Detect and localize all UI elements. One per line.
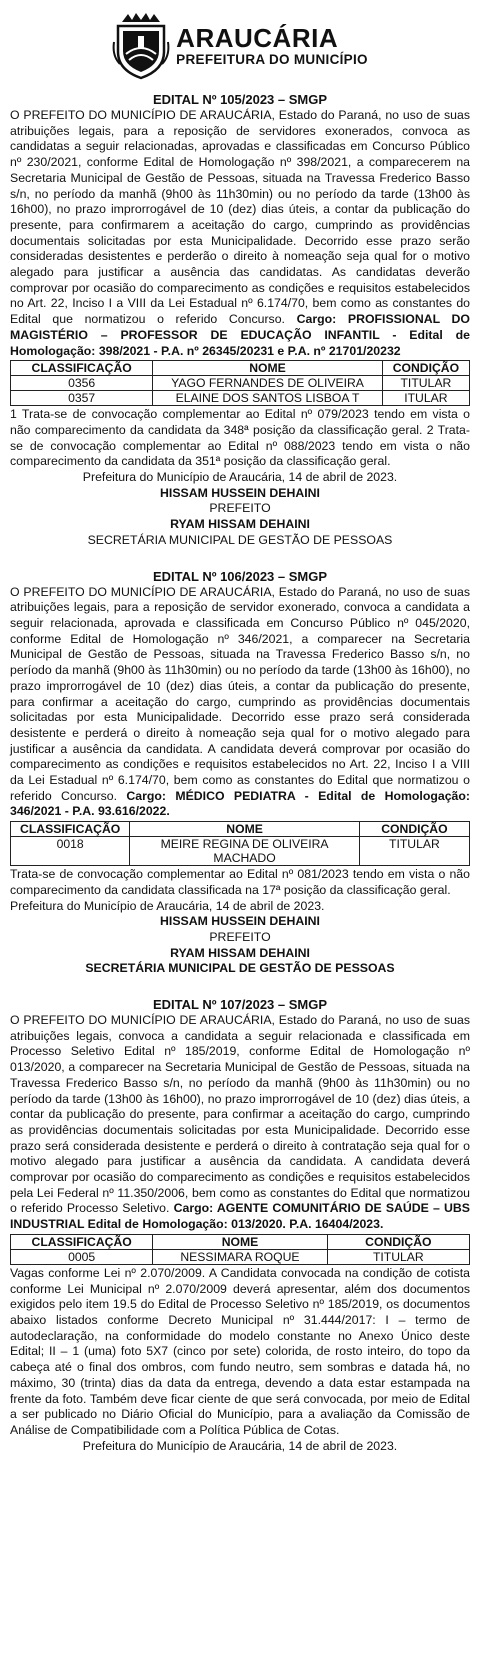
role-prefeito: PREFEITO xyxy=(209,501,271,516)
edital-title: EDITAL Nº 105/2023 – SMGP xyxy=(152,92,328,107)
edital-body xyxy=(10,1013,470,1233)
cell-nome: ELAINE DOS SANTOS LISBOA T xyxy=(153,391,383,406)
cell-classificacao: 0356 xyxy=(11,376,153,391)
cell-condicao: TITULAR xyxy=(382,376,469,391)
table-header-row xyxy=(11,1234,470,1249)
brand xyxy=(176,25,368,67)
cell-condicao: TITULAR xyxy=(359,837,469,866)
header xyxy=(10,6,470,86)
edital-body-text: O PREFEITO DO MUNICÍPIO DE ARAUCÁRIA, Estado do Paraná, no uso de suas atribuições legais, para a reposição de servidor exonerado, convoca a candidata a seguir relacionada, aprovada e classificada em Concurso Público nº 045/2020, conforme Edital de Homologação nº 346/2021, a comparecer na Secretaria Municipal de Gestão de Pessoas, situada na Travessa Frederico Basso s/n, no período da manhã (9h00 às 11h30min) ou no período da tarde (13h00 às 16h00), no prazo improrrogável de 10 (dez) dias úteis, a contar da publicação do presente, para confirmar a aceitação do cargo, cumprindo as providências documentais solicitadas por esta Municipalidade. Decorrido esse prazo será considerada desistente e perderá o direito à nomeação seja qual for o motivo alegado para justificar a ausência da candidata. A candidata deverá comprovar por ocasião do comparecimento as condições e requisitos estabelecidos no Art. 22, Inciso I a VIII da Lei Estadual nº 6.174/70, bem como as constantes do Edital que normatizou o referido Concurso. xyxy=(10,584,470,803)
edital-body-text: O PREFEITO DO MUNICÍPIO DE ARAUCÁRIA, Estado do Paraná, no uso de suas atribuições legais, convoca a candidata a seguir relacionada e classificada em Processo Seletivo Edital nº 185/2019, conforme Edital de Homologação nº 013/2020, a comparecer na Secretaria Municipal de Gestão de Pessoas, situada na Travessa Frederico Basso s/n, no período da manhã (9h00 às 11h30min) ou no período da tarde (13h00 às 16h00), no prazo improrrogável de 10 (dez) dias úteis, a contar da publicação do presente, para confirmar a aceitação do cargo, cumprindo as providências documentais solicitadas por esta Municipalidade. Decorrido esse prazo será considerada desistente e perderá o direito à contratação seja qual for o motivo alegado para justificar a ausência da candidata. A candidata deverá comprovar por ocasião do comparecimento as condições e requisitos estabelecidos pela Lei Federal nº 11.350/2006, bem como as constantes do Edital que normatizou o referido Processo Seletivo. xyxy=(10,1013,470,1216)
edital-note: 1 Trata-se de convocação complementar ao Edital nº 079/2023 tendo em vista o não comparecimento da candidata da 348ª posição da classificação geral. 2 Trata-se de convocação complementar ao Edital nº 088/2023 tendo em vista o não comparecimento da candidata da 351ª posição da classificação geral. xyxy=(10,407,470,469)
table-row xyxy=(11,391,470,406)
edital-body-text: O PREFEITO DO MUNICÍPIO DE ARAUCÁRIA, Estado do Paraná, no uso de suas atribuições legais, para a reposição de servidores exonerados, convoca as candidatas a seguir relacionadas, aprovadas e classificadas em Concurso Público nº 230/2021, conforme Edital de Homologação nº 398/2021, a comparecerem na Secretaria Municipal de Gestão de Pessoas, situada na Travessa Frederico Basso s/n, no período da manhã (9h00 às 11h30min) ou no período da tarde (13h00 às 16h00), no prazo improrrogável de 10 (dez) dias úteis, a contar da publicação do presente, para confirmarem a aceitação do cargo, cumprindo as providências documentais solicitadas por esta Municipalidade. Decorrido esse prazo serão consideradas desistentes e perderão o direito à nomeação seja qual for o motivo alegado para justificar a ausência das candidatas. As candidatas deverão comprovar por ocasião do comparecimento as condições e requisitos estabelecidos no Art. 22, Inciso I a VIII da Lei Estadual nº 6.174/70, bem como as constantes do Edital que normatizou o referido Concurso. xyxy=(10,108,470,327)
candidates-table xyxy=(10,1234,470,1265)
edital-body xyxy=(10,108,470,359)
candidates-table xyxy=(10,821,470,866)
column-header-condicao: CONDIÇÃO xyxy=(382,361,469,376)
edital-title: EDITAL Nº 107/2023 – SMGP xyxy=(152,997,328,1013)
role-secretaria: SECRETÁRIA MUNICIPAL DE GESTÃO DE PESSOAS xyxy=(87,532,393,547)
cell-condicao: ITULAR xyxy=(382,391,469,406)
edital-date: Prefeitura do Município de Araucária, 14 de abril de 2023. xyxy=(82,470,398,485)
column-header-classificacao: CLASSIFICAÇÃO xyxy=(11,361,153,376)
column-header-classificacao: CLASSIFICAÇÃO xyxy=(11,822,130,837)
cell-classificacao: 0018 xyxy=(11,837,130,866)
cell-nome: YAGO FERNANDES DE OLIVEIRA xyxy=(153,376,383,391)
table-header-row xyxy=(11,822,470,837)
edital-106 xyxy=(10,569,470,977)
edital-note: Vagas conforme Lei nº 2.070/2009. A Candidata convocada na condição de cotista conforme Lei Municipal nº 2.070/2009 deverá apresentar, além dos documentos exigidos pelo item 19.5 do Edital de Processo Seletivo nº 185/2019, os documentos abaixo listados conforme Decreto Municipal nº 31.444/2017: I – termo de autodeclaração, na conformidade do modelo constante no Anexo Único deste Edital; II – 1 (uma) foto 5X7 (cinco por sete) colorida, de rosto inteiro, do topo da cabeça até o final dos ombros, com fundo neutro, sem sombras e datada há, no máximo, 30 (trinta) dias da data da entrega, devendo a data estar estampada na frente da foto. Também deve ficar ciente de que será convocada, por meio de Edital a ser publicado no Diário Oficial do Município, para a avaliação da Comissão de Análise de Compatibilidade com a Política Pública de Cotas. xyxy=(10,1265,470,1437)
table-row xyxy=(11,376,470,391)
column-header-nome: NOME xyxy=(130,822,360,837)
table-header-row xyxy=(11,361,470,376)
cell-classificacao: 0005 xyxy=(11,1249,153,1264)
signer-secretaria: RYAM HISSAM DEHAINI xyxy=(170,517,310,532)
edital-105 xyxy=(10,92,470,549)
role-secretaria: SECRETÁRIA MUNICIPAL DE GESTÃO DE PESSOAS xyxy=(85,961,395,976)
signer-prefeito: HISSAM HUSSEIN DEHAINI xyxy=(160,914,320,929)
edital-cargo: Cargo: MÉDICO PEDIATRA - Edital de Homologação: 346/2021 - P.A. 93.616/2022. xyxy=(10,788,470,819)
candidates-table xyxy=(10,360,470,406)
edital-title: EDITAL Nº 106/2023 – SMGP xyxy=(152,568,328,584)
municipal-crest-icon xyxy=(112,12,170,80)
column-header-classificacao: CLASSIFICAÇÃO xyxy=(11,1234,153,1249)
edital-date: Prefeitura do Município de Araucária, 14 de abril de 2023. xyxy=(82,1438,398,1453)
edital-note: Trata-se de convocação complementar ao Edital nº 081/2023 tendo em vista o não comparecimento da candidata classificada na 17ª posição da classificação geral. xyxy=(10,867,470,897)
cell-classificacao: 0357 xyxy=(11,391,153,406)
cell-condicao: TITULAR xyxy=(327,1249,469,1264)
table-row xyxy=(11,837,470,866)
edital-107 xyxy=(10,997,470,1454)
table-row xyxy=(11,1249,470,1264)
edital-date: Prefeitura do Município de Araucária, 14 de abril de 2023. xyxy=(10,898,325,913)
column-header-condicao: CONDIÇÃO xyxy=(359,822,469,837)
edital-body xyxy=(10,585,470,821)
column-header-nome: NOME xyxy=(153,361,383,376)
cell-nome: NESSIMARA ROQUE xyxy=(153,1249,327,1264)
column-header-nome: NOME xyxy=(153,1234,327,1249)
signer-prefeito: HISSAM HUSSEIN DEHAINI xyxy=(160,485,320,500)
signer-secretaria: RYAM HISSAM DEHAINI xyxy=(170,945,310,960)
edital-cargo: Cargo: PROFISSIONAL DO MAGISTÉRIO – PROFESSOR DE EDUCAÇÃO INFANTIL - Edital de Homologação: 398/2021 - P.A. nº 26345/20231 e P.A. nº 21701/20232 xyxy=(10,312,470,358)
brand-name: ARAUCÁRIA xyxy=(176,23,339,54)
brand-subtitle: PREFEITURA DO MUNICÍPIO xyxy=(176,52,368,68)
column-header-condicao: CONDIÇÃO xyxy=(327,1234,469,1249)
role-prefeito: PREFEITO xyxy=(209,929,271,944)
cell-nome: MEIRE REGINA DE OLIVEIRA MACHADO xyxy=(130,837,360,866)
edital-cargo: Cargo: AGENTE COMUNITÁRIO DE SAÚDE – UBS INDUSTRIAL Edital de Homologação: 013/2020. P.A. 16404/2023. xyxy=(10,1201,470,1232)
